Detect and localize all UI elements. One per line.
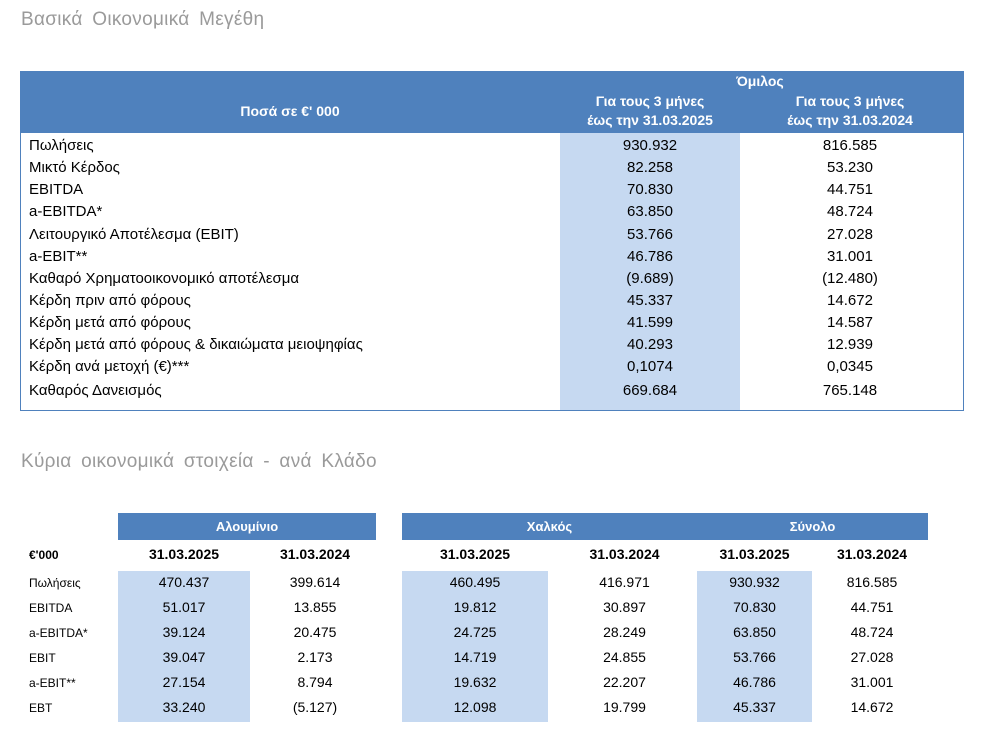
row-label: EBITDA [29, 601, 73, 615]
cell-value: 13.855 [293, 599, 337, 615]
cell-value: 460.495 [449, 574, 501, 590]
table-row [20, 334, 964, 356]
cell-value: 28.249 [603, 624, 646, 640]
section-title-key-figures: Βασικά Οικονομικά Μεγέθη [21, 9, 265, 30]
table-row [20, 356, 964, 378]
value-2024: 0,0345 [827, 358, 873, 375]
table-row [20, 596, 935, 621]
cell-value: 8.794 [297, 674, 333, 690]
value-2024: 48.724 [827, 203, 873, 220]
section-title-by-segment: Κύρια οικονομικά στοιχεία - ανά Κλάδο [21, 451, 377, 472]
table-row [20, 312, 964, 334]
cell-value: 39.124 [162, 624, 206, 640]
value-2025: 45.337 [627, 292, 673, 309]
cell-value: (5.127) [292, 699, 338, 715]
value-2024: 816.585 [822, 137, 878, 154]
value-2025: 63.850 [627, 203, 673, 220]
value-2025: 40.293 [627, 336, 673, 353]
value-2025: 930.932 [622, 137, 678, 154]
row-label: Καθαρό Χρηματοοικονομικό αποτέλεσμα [29, 270, 300, 287]
cell-value: 70.830 [733, 599, 776, 615]
table-row [20, 135, 964, 157]
row-label: Κέρδη μετά από φόρους [29, 314, 191, 331]
date-header: 31.03.2025 [439, 546, 511, 562]
table-row [20, 224, 964, 246]
cell-value: 19.632 [453, 674, 497, 690]
amounts-unit-header: Ποσά σε €' 000 [240, 103, 340, 119]
value-2025: 46.786 [627, 248, 673, 265]
cell-value: 816.585 [846, 574, 898, 590]
table-row [20, 621, 935, 646]
table-row [20, 290, 964, 312]
cell-value: 416.971 [599, 574, 650, 590]
value-2025: (9.689) [626, 270, 674, 287]
cell-value: 39.047 [162, 649, 206, 665]
value-2024: 14.587 [827, 314, 873, 331]
row-label: a-EBITDA* [29, 626, 88, 640]
column-header-2025-line1: Για τους 3 μήνες [595, 93, 705, 109]
row-label: Πωλήσεις [29, 137, 94, 154]
cell-value: 22.207 [603, 674, 646, 690]
cell-value: 33.240 [162, 699, 206, 715]
row-label: EBITDA [29, 181, 84, 198]
value-2024: 765.148 [822, 382, 878, 399]
cell-value: 30.897 [603, 599, 646, 615]
cell-value: 44.751 [850, 599, 894, 615]
table-row [20, 179, 964, 201]
cell-value: 63.850 [733, 624, 776, 640]
row-label: Κέρδη πριν από φόρους [29, 292, 191, 309]
table-row [20, 380, 964, 402]
table-row [20, 201, 964, 223]
group-header-aluminium: Αλουμίνιο [118, 513, 376, 540]
value-2025: 41.599 [627, 314, 673, 331]
value-2024: 44.751 [827, 181, 873, 198]
row-label: Πωλήσεις [29, 576, 81, 590]
row-label: EBIT [29, 651, 56, 665]
column-header-2024-line2: έως την 31.03.2024 [787, 112, 913, 128]
table-row [20, 696, 935, 721]
table-row [20, 671, 935, 696]
value-2024: 12.939 [827, 336, 873, 353]
group-header: Όμιλος [736, 73, 784, 89]
date-header: 31.03.2024 [836, 546, 908, 562]
key-figures-table [20, 71, 964, 412]
row-label: Κέρδη μετά από φόρους & δικαιώματα μειοψηφίας [29, 336, 363, 353]
currency-label: €'000 [29, 548, 59, 562]
cell-value: 399.614 [289, 574, 341, 590]
column-header-2025-line2: έως την 31.03.2025 [587, 112, 713, 128]
segment-table [20, 513, 935, 728]
cell-value: 14.672 [850, 699, 894, 715]
value-2025: 53.766 [627, 226, 673, 243]
value-2024: (12.480) [822, 270, 878, 287]
table-row [20, 571, 935, 596]
cell-value: 19.812 [453, 599, 497, 615]
value-2025: 0,1074 [627, 358, 673, 375]
value-2024: 27.028 [827, 226, 873, 243]
date-header: 31.03.2025 [719, 546, 790, 562]
row-label: Λειτουργικό Αποτέλεσμα (EBIT) [29, 226, 239, 243]
row-label: Μικτό Κέρδος [29, 159, 120, 176]
cell-value: 53.766 [733, 649, 776, 665]
value-2024: 31.001 [827, 248, 873, 265]
group-header-copper: Χαλκός [402, 513, 697, 540]
group-header-total: Σύνολο [697, 513, 928, 540]
cell-value: 24.855 [603, 649, 646, 665]
cell-value: 27.028 [850, 649, 894, 665]
row-label: a-EBIT** [29, 676, 76, 690]
date-header: 31.03.2025 [148, 546, 220, 562]
row-label: Κέρδη ανά μετοχή (€)*** [29, 358, 190, 375]
cell-value: 46.786 [733, 674, 776, 690]
cell-value: 470.437 [158, 574, 210, 590]
table-row [20, 646, 935, 671]
row-label: Καθαρός Δανεισμός [29, 382, 162, 399]
cell-value: 19.799 [603, 699, 646, 715]
cell-value: 14.719 [453, 649, 497, 665]
value-2024: 14.672 [827, 292, 873, 309]
cell-value: 45.337 [733, 699, 776, 715]
cell-value: 27.154 [162, 674, 206, 690]
value-2024: 53.230 [827, 159, 873, 176]
cell-value: 31.001 [850, 674, 894, 690]
cell-value: 48.724 [850, 624, 894, 640]
date-header: 31.03.2024 [279, 546, 351, 562]
value-2025: 70.830 [627, 181, 673, 198]
table-row [20, 268, 964, 290]
table-row [20, 157, 964, 179]
cell-value: 51.017 [162, 599, 206, 615]
row-label: a-EBITDA* [29, 203, 103, 220]
table-row [20, 246, 964, 268]
cell-value: 20.475 [293, 624, 337, 640]
value-2025: 669.684 [622, 382, 678, 399]
column-header-2024-line1: Για τους 3 μήνες [795, 93, 905, 109]
row-label: a-EBIT** [29, 248, 88, 265]
cell-value: 930.932 [729, 574, 780, 590]
cell-value: 24.725 [453, 624, 497, 640]
value-2025: 82.258 [627, 159, 673, 176]
row-label: EBT [29, 701, 53, 715]
cell-value: 12.098 [453, 699, 497, 715]
date-header: 31.03.2024 [589, 546, 660, 562]
cell-value: 2.173 [297, 649, 333, 665]
